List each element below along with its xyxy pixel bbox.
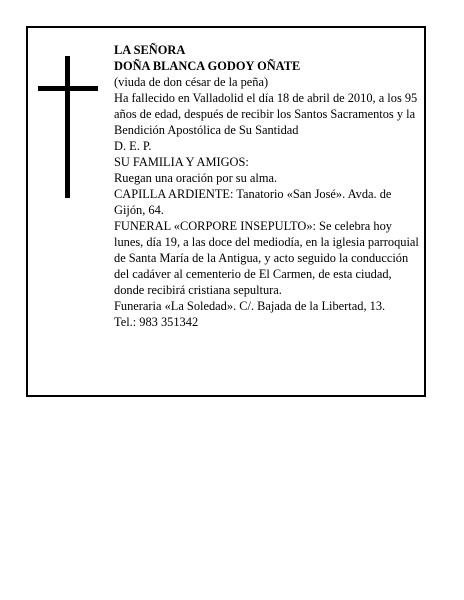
cross-icon (38, 56, 98, 198)
death-announcement: Ha fallecido en Valladolid el día 18 de abril de 2010, a los 95 años de edad, después de recibir los Santos Sacramentos y la Bendición Apostólica de Su Santidad (114, 91, 418, 137)
cross-horizontal-bar (38, 86, 98, 91)
family-line: SU FAMILIA Y AMIGOS: (114, 155, 249, 169)
chapel-info: CAPILLA ARDIENTE: Tanatorio «San José». Avda. de Gijón, 64. (114, 187, 392, 217)
funeral-home: Funeraria «La Soledad». C/. Bajada de la Libertad, 13. (114, 299, 386, 313)
rest-in-peace: D. E. P. (114, 139, 152, 153)
heading-title: LA SEÑORA (114, 43, 186, 57)
widow-of: (viuda de don césar de la peña) (114, 75, 269, 89)
obituary-notice (26, 26, 426, 397)
cross-vertical-bar (65, 56, 70, 198)
phone-number: Tel.: 983 351342 (114, 315, 199, 329)
deceased-name: DOÑA BLANCA GODOY OÑATE (114, 59, 301, 73)
funeral-info: FUNERAL «CORPORE INSEPULTO»: Se celebra hoy lunes, día 19, a las doce del mediodía, en la iglesia parroquial de Santa María de la Antigua, y acto seguido la conducción del cadáver al cementerio de El Carmen, de esta ciudad, donde recibirá cristiana sepultura. (114, 219, 419, 297)
obituary-text (114, 42, 422, 330)
prayer-request: Ruegan una oración por su alma. (114, 171, 278, 185)
